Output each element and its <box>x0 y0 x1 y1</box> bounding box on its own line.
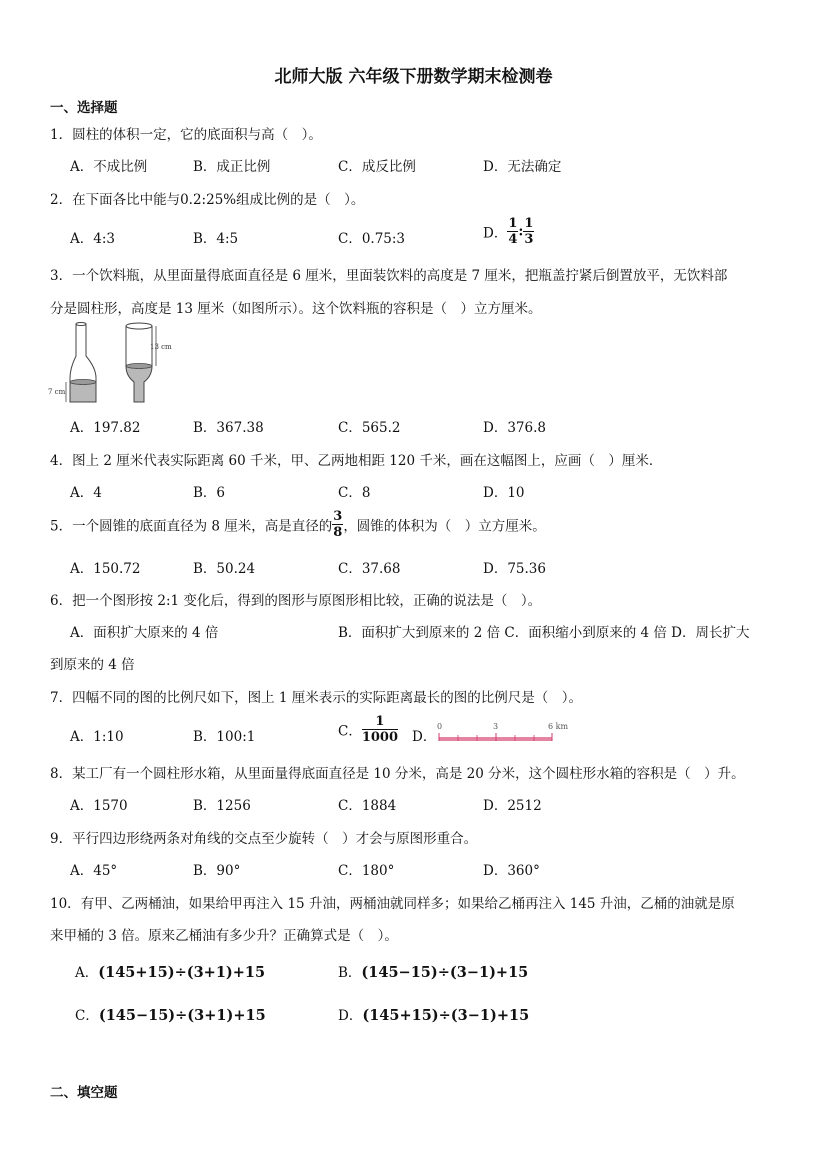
question-10-line-2: 来甲桶的 3 倍。原来乙桶油有多少升？正确算式是（ ）。 <box>50 928 398 944</box>
q5-option-a: A．150.72 <box>70 561 141 577</box>
q2-option-d-label: D． <box>483 225 508 242</box>
q10-option-d: D．(145+15)÷(3−1)+15 <box>338 1007 530 1024</box>
q7-option-a: A．1:10 <box>70 729 124 745</box>
scale-tick-0: 0 <box>437 722 443 731</box>
q10-option-c-expr: (145−15)÷(3+1)+15 <box>98 1007 266 1024</box>
scale-tick-3: 3 <box>493 722 499 731</box>
question-2-stem: 2．在下面各比中能与0.2:25%组成比例的是（ ）。 <box>50 192 365 208</box>
q1-option-b: B．成正比例 <box>193 159 271 175</box>
q4-option-a: A．4 <box>70 485 102 501</box>
question-4-stem: 4．图上 2 厘米代表实际距离 60 千米，甲、乙两地相距 120 千米，画在这幅图上，应画（ ）厘米． <box>50 453 663 469</box>
question-5-stem: 5．一个圆锥的底面直径为 8 厘米，高是直径的 $\frac{3}{8}$ ，圆锥的体积为（ ）立方厘米。 <box>50 509 546 540</box>
fraction-one-third: $\frac{1}{3}$ <box>524 216 534 247</box>
question-9-stem: 9．平行四边形绕两条对角线的交点至少旋转（ ）才会与原图形重合。 <box>50 831 478 847</box>
q3-option-c: C．565.2 <box>338 420 401 436</box>
q8-option-a: A．1570 <box>70 798 128 814</box>
q7-option-c: C． $\frac{1}{1000}$ <box>338 714 399 745</box>
page-title: 北师大版 六年级下册数学期末检测卷 <box>274 67 553 87</box>
label-13cm: 13 cm <box>150 343 172 351</box>
q3-option-a: A．197.82 <box>70 420 141 436</box>
fraction-one-quarter: $\frac{1}{4}$ <box>508 216 518 247</box>
q4-option-b: B．6 <box>193 485 226 501</box>
scale-bar <box>434 719 574 745</box>
q2-option-a: A．4:3 <box>70 231 115 247</box>
q10-option-a: A．(145+15)÷(3+1)+15 <box>75 964 266 981</box>
q5-option-b: B．50.24 <box>193 561 256 577</box>
q8-option-d: D．2512 <box>483 798 542 814</box>
q8-option-c: C．1884 <box>338 798 397 814</box>
bottle-figure <box>48 320 188 408</box>
question-10-line-1: 10．有甲、乙两桶油，如果给甲再注入 15 升油，两桶油就同样多；如果给乙桶再注入 145 升油，乙桶的油就是原 <box>50 896 735 912</box>
q9-option-b: B．90° <box>193 863 241 879</box>
q5-option-d: D．75.36 <box>483 561 546 577</box>
question-3-line-1: 3．一个饮料瓶，从里面量得底面直径是 6 厘米，里面装饮料的高度是 7 厘米，把瓶盖拧紧后倒置放平，无饮料部 <box>50 268 728 284</box>
q10-option-d-expr: (145+15)÷(3−1)+15 <box>362 1007 530 1024</box>
q2-option-b: B．4:5 <box>193 231 239 247</box>
q5-option-c: C．37.68 <box>338 561 401 577</box>
q1-option-c: C．成反比例 <box>338 159 416 175</box>
q2-option-c: C．0.75:3 <box>338 231 406 247</box>
q10-option-c: C．(145−15)÷(3+1)+15 <box>75 1007 266 1024</box>
q1-option-d: D．无法确定 <box>483 159 562 175</box>
label-7cm: 7 cm <box>48 388 66 396</box>
q7-option-b: B．100:1 <box>193 729 256 745</box>
q2-option-d: D． $\frac{1}{4}$ : $\frac{1}{3}$ <box>483 216 534 247</box>
q9-option-c: C．180° <box>338 863 395 879</box>
q3-option-b: B．367.38 <box>193 420 264 436</box>
q10-option-b: B．(145−15)÷(3−1)+15 <box>338 964 529 981</box>
question-8-stem: 8．某工厂有一个圆柱形水箱，从里面量得底面直径是 10 分米，高是 20 分米，这个圆柱形水箱的容积是（ ）升。 <box>50 766 745 782</box>
question-7-stem: 7．四幅不同的图的比例尺如下，图上 1 厘米表示的实际距离最长的图的比例尺是（ ）。 <box>50 690 583 706</box>
q4-option-d: D．10 <box>483 485 525 501</box>
q1-option-a: A．不成比例 <box>70 159 148 175</box>
q7-option-d-label: D． <box>412 729 437 745</box>
q10-option-b-expr: (145−15)÷(3−1)+15 <box>361 964 529 981</box>
q3-option-d: D．376.8 <box>483 420 546 436</box>
q9-option-a: A．45° <box>70 863 118 879</box>
q10-option-a-expr: (145+15)÷(3+1)+15 <box>98 964 266 981</box>
q8-option-b: B．1256 <box>193 798 251 814</box>
q6-option-a: A．面积扩大原来的 4 倍 <box>70 625 219 641</box>
question-3-line-2: 分是圆柱形，高度是 13 厘米（如图所示）。这个饮料瓶的容积是（ ）立方厘米。 <box>50 301 542 317</box>
fraction-three-eighths: $\frac{3}{8}$ <box>333 509 343 540</box>
scale-tick-6km: 6 km <box>548 722 569 731</box>
question-1-stem: 1．圆柱的体积一定，它的底面积与高（ ）。 <box>50 127 322 143</box>
fraction-one-thousandth: $\frac{1}{1000}$ <box>361 714 399 745</box>
q6-option-d-continued: 到原来的 4 倍 <box>50 657 135 673</box>
q4-option-c: C．8 <box>338 485 371 501</box>
q6-options-bcd: B．面积扩大到原来的 2 倍 C．面积缩小到原来的 4 倍 D．周长扩大 <box>338 625 750 641</box>
q9-option-d: D．360° <box>483 863 540 879</box>
question-6-stem: 6．把一个图形按 2:1 变化后，得到的图形与原图形相比较，正确的说法是（ ）。 <box>50 593 542 609</box>
section-choice-heading: 一、选择题 <box>50 100 118 116</box>
section-fill-heading: 二、填空题 <box>50 1085 118 1101</box>
